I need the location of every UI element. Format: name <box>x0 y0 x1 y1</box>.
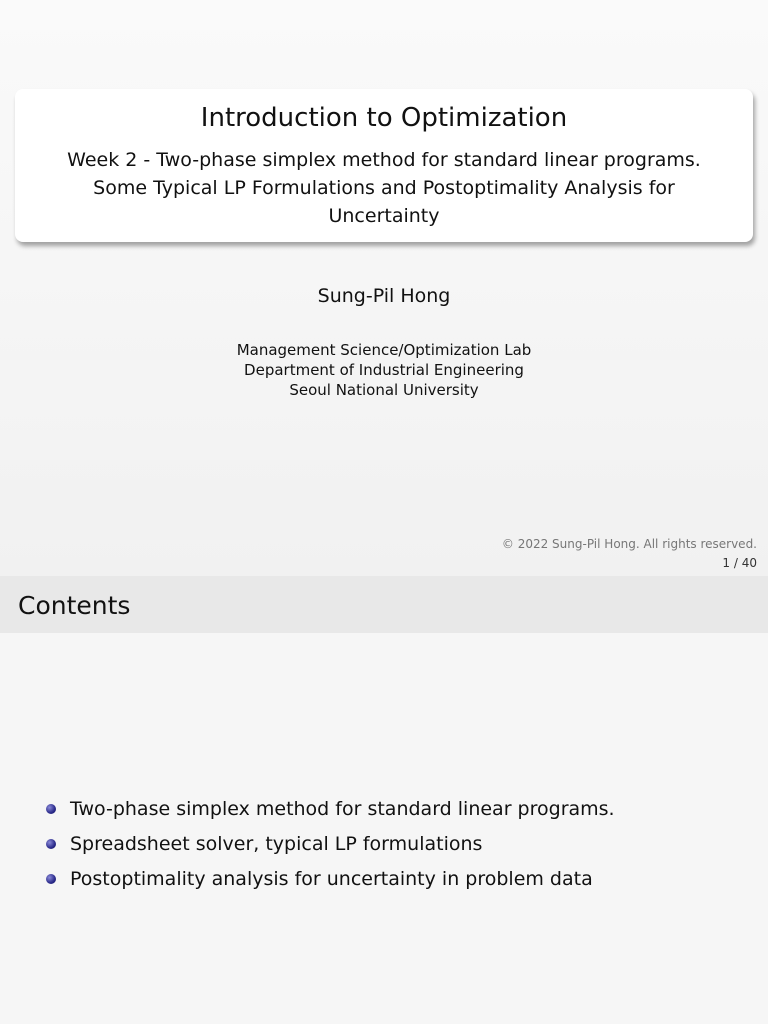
bullet-icon <box>46 804 56 814</box>
subtitle-line: Uncertainty <box>328 205 440 227</box>
list-item-text: Spreadsheet solver, typical LP formulations <box>70 833 483 855</box>
list-item-text: Postoptimality analysis for uncertainty in problem data <box>70 868 593 890</box>
institute-line: Seoul National University <box>289 381 479 399</box>
institute-line: Management Science/Optimization Lab <box>236 341 532 359</box>
subtitle-line: Some Typical LP Formulations and Postoptimality Analysis for <box>93 177 675 199</box>
institute-line: Department of Industrial Engineering <box>244 361 524 379</box>
page-number: 1 / 40 <box>722 556 757 570</box>
bullet-icon <box>46 874 56 884</box>
frame-title-bar <box>0 576 768 633</box>
list-item <box>46 794 746 829</box>
contents-list <box>46 794 746 899</box>
list-item <box>46 864 746 899</box>
subtitle-line: Week 2 - Two-phase simplex method for standard linear programs. <box>67 149 701 171</box>
list-item-text: Two-phase simplex method for standard linear programs. <box>70 798 615 820</box>
copyright-notice: © 2022 Sung-Pil Hong. All rights reserved. <box>501 537 757 551</box>
frame-title: Contents <box>18 591 131 620</box>
list-item <box>46 829 746 864</box>
contents-slide <box>0 576 768 1024</box>
bullet-icon <box>46 839 56 849</box>
institute-block <box>0 340 768 400</box>
author-name: Sung-Pil Hong <box>317 285 451 307</box>
title-block <box>15 89 753 242</box>
presentation-title: Introduction to Optimization <box>200 103 568 133</box>
presentation-subtitle <box>55 146 713 230</box>
